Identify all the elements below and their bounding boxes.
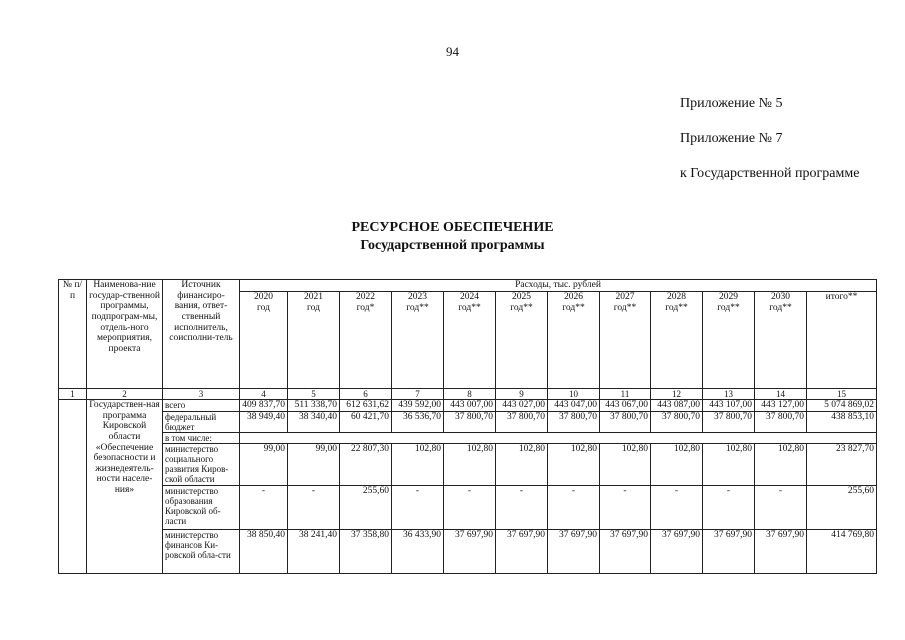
year-value: 38 340,40 [288, 411, 340, 432]
year-value: 255,60 [340, 485, 392, 529]
year-value: 37 800,70 [651, 411, 703, 432]
year-value: 443 047,00 [548, 400, 600, 412]
header-year [651, 292, 703, 389]
header-year-suffix: год** [769, 302, 792, 313]
column-index: 8 [444, 389, 496, 400]
column-index: 12 [651, 389, 703, 400]
year-value: - [496, 485, 548, 529]
column-index: 9 [496, 389, 548, 400]
header-year-number: 2030 [771, 292, 790, 302]
header-source: Источник финансиро-вания, ответ-ственный исполнитель, соисполни-тель [163, 280, 240, 389]
header-year-number: 2026 [564, 292, 583, 302]
header-year-number: 2024 [460, 292, 479, 302]
header-year [496, 292, 548, 389]
header-year-number: 2027 [615, 292, 635, 302]
year-value: 37 800,70 [496, 411, 548, 432]
year-value: - [548, 485, 600, 529]
year-value: 102,80 [392, 443, 444, 485]
year-value: 37 800,70 [703, 411, 755, 432]
year-value: - [703, 485, 755, 529]
header-year-suffix: год** [406, 302, 429, 313]
appendix-line-1: Приложение № 5 [680, 96, 783, 111]
year-value: 443 127,00 [755, 400, 807, 412]
page-number: 94 [446, 44, 459, 59]
year-value: 37 800,70 [444, 411, 496, 432]
year-value: 443 027,00 [496, 400, 548, 412]
funding-source: министерство образования Кировской об-ласти [163, 485, 240, 529]
year-value: 439 592,00 [392, 400, 444, 412]
column-index: 5 [288, 389, 340, 400]
year-value: 37 697,90 [496, 529, 548, 573]
year-value: 99,00 [240, 443, 288, 485]
header-year [444, 292, 496, 389]
header-year [600, 292, 651, 389]
year-value: 37 800,70 [548, 411, 600, 432]
year-value: 37 697,90 [600, 529, 651, 573]
header-year [755, 292, 807, 389]
header-no: № п/п [59, 280, 87, 389]
header-year-suffix: год** [665, 302, 688, 313]
year-value: 37 358,80 [340, 529, 392, 573]
header-year [288, 292, 340, 389]
year-value: 443 067,00 [600, 400, 651, 412]
header-expenses: Расходы, тыс. рублей [240, 280, 877, 292]
year-value: 36 433,90 [392, 529, 444, 573]
appendix-line-3: к Государственной программе [680, 166, 860, 181]
program-name: Государствен-ная программа Кировской области «Обеспечение безопасности и жизнедеятель-ности населе-ния» [87, 400, 163, 574]
header-year-number: 2029 [719, 292, 738, 302]
header-year-number: 2022 [356, 292, 375, 302]
table-row [59, 432, 877, 443]
year-value: 102,80 [600, 443, 651, 485]
total-value: 438 853,10 [807, 411, 877, 432]
column-index: 3 [163, 389, 240, 400]
header-year-number: 2025 [512, 292, 531, 302]
column-index: 2 [87, 389, 163, 400]
column-index: 1 [59, 389, 87, 400]
column-index: 11 [600, 389, 651, 400]
header-name: Наименова-ние государ-ственной программы, подпрограм-мы, отдель-ного мероприятия, проекта [87, 280, 163, 389]
year-value: 443 087,00 [651, 400, 703, 412]
header-year-suffix: год** [510, 302, 533, 313]
funding-source: всего [163, 400, 240, 412]
header-total: итого** [807, 292, 877, 389]
total-value: 414 769,80 [807, 529, 877, 573]
table-row [59, 485, 877, 529]
year-value: 60 421,70 [340, 411, 392, 432]
year-value: 38 850,40 [240, 529, 288, 573]
funding-source: в том числе: [163, 432, 240, 443]
year-value: 22 807,30 [340, 443, 392, 485]
row-number [59, 400, 87, 574]
column-index: 6 [340, 389, 392, 400]
year-value: 37 697,90 [651, 529, 703, 573]
year-value: 612 631,62 [340, 400, 392, 412]
header-year [548, 292, 600, 389]
year-value: - [600, 485, 651, 529]
header-year-number: 2021 [304, 292, 323, 302]
table-row [59, 529, 877, 573]
total-value: 255,60 [807, 485, 877, 529]
year-value: 37 697,90 [755, 529, 807, 573]
column-index: 13 [703, 389, 755, 400]
year-value: 99,00 [288, 443, 340, 485]
header-year-number: 2023 [408, 292, 427, 302]
year-value: 37 800,70 [755, 411, 807, 432]
year-value: 102,80 [496, 443, 548, 485]
total-value: 5 074 869,02 [807, 400, 877, 412]
year-value: 102,80 [755, 443, 807, 485]
document-title: РЕСУРСНОЕ ОБЕСПЕЧЕНИЕ [351, 220, 554, 235]
year-value: 38 241,40 [288, 529, 340, 573]
column-index: 10 [548, 389, 600, 400]
year-value: 37 697,90 [444, 529, 496, 573]
year-value: 443 007,00 [444, 400, 496, 412]
year-value: 36 536,70 [392, 411, 444, 432]
year-value: - [288, 485, 340, 529]
document-subtitle: Государственной программы [360, 238, 545, 253]
appendix-line-2: Приложение № 7 [680, 131, 783, 146]
header-year-suffix: год** [717, 302, 740, 313]
column-index: 7 [392, 389, 444, 400]
year-value: 102,80 [548, 443, 600, 485]
header-year-suffix: год [257, 302, 270, 313]
column-index: 15 [807, 389, 877, 400]
year-value: 102,80 [444, 443, 496, 485]
year-value: 37 697,90 [703, 529, 755, 573]
column-index: 14 [755, 389, 807, 400]
year-value: - [240, 485, 288, 529]
year-value: 443 107,00 [703, 400, 755, 412]
year-value: 102,80 [703, 443, 755, 485]
header-year-suffix: год** [613, 302, 637, 313]
header-year-suffix: год** [562, 302, 585, 313]
year-value: 37 697,90 [548, 529, 600, 573]
resource-table [58, 279, 877, 574]
header-year-suffix: год** [458, 302, 481, 313]
header-year-suffix: год [307, 302, 320, 313]
year-value: 37 800,70 [600, 411, 651, 432]
year-value: 409 837,70 [240, 400, 288, 412]
column-index: 4 [240, 389, 288, 400]
header-year [340, 292, 392, 389]
header-year [703, 292, 755, 389]
header-year-suffix: год* [356, 302, 375, 313]
header-year [392, 292, 444, 389]
header-year-number: 2028 [667, 292, 686, 302]
year-value: 102,80 [651, 443, 703, 485]
empty-cells [240, 432, 877, 443]
funding-source: министерство социального развития Киров-ской области [163, 443, 240, 485]
funding-source: министерство финансов Ки-ровской обла-сти [163, 529, 240, 573]
table-row [59, 400, 877, 412]
year-value: - [755, 485, 807, 529]
funding-source: федеральный бюджет [163, 411, 240, 432]
header-year [240, 292, 288, 389]
table-row [59, 443, 877, 485]
header-year-number: 2020 [254, 292, 273, 302]
year-value: - [444, 485, 496, 529]
table-row [59, 411, 877, 432]
year-value: - [392, 485, 444, 529]
year-value: - [651, 485, 703, 529]
year-value: 511 338,70 [288, 400, 340, 412]
year-value: 38 949,40 [240, 411, 288, 432]
total-value: 23 827,70 [807, 443, 877, 485]
